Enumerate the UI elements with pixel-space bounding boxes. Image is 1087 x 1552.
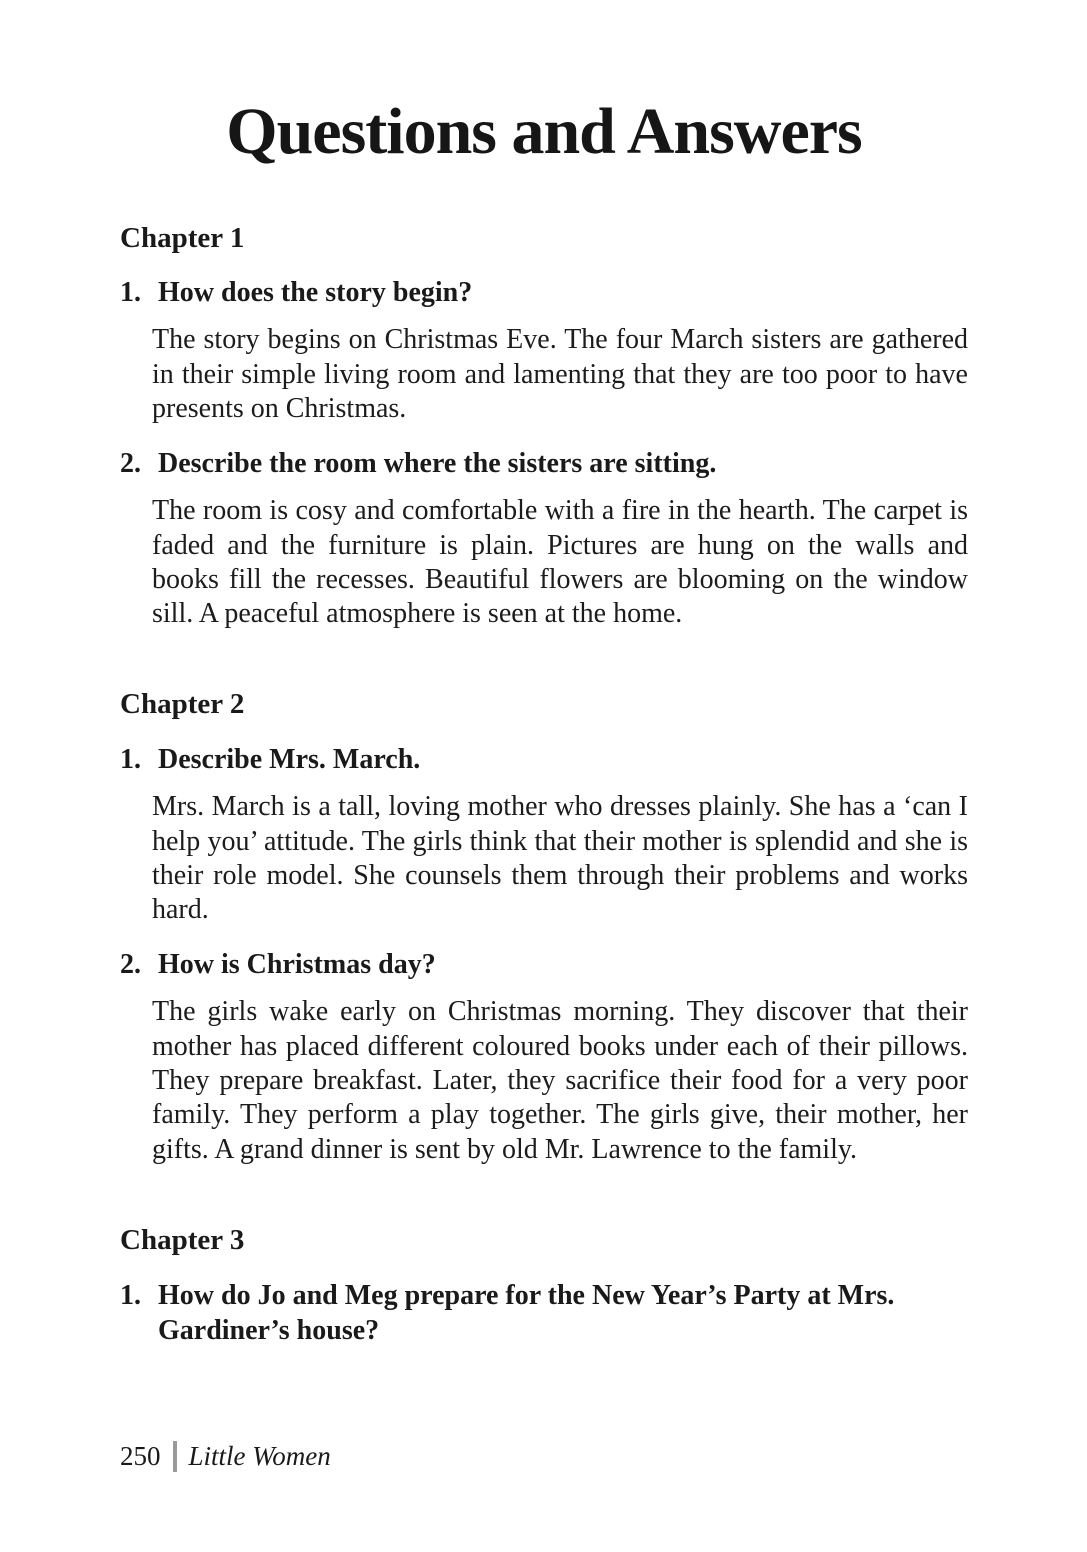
question-text: How is Christmas day? xyxy=(158,949,436,981)
chapter-1-answer-2: The room is cosy and comfortable with a fire in the hearth. The carpet is faded and the furniture is plain. Pictures are hung on the walls and books fill the recesses. Beautiful flowers are blooming on the window sill. A peaceful atmosphere is seen at the home. xyxy=(152,495,968,630)
question-text: How does the story begin? xyxy=(158,277,473,309)
question-number: 1. xyxy=(120,744,141,776)
chapter-1-answer-1: The story begins on Christmas Eve. The four March sisters are gathered in their simple living room and lamenting that they are too poor to have presents on Christmas. xyxy=(152,324,968,424)
question-text: Describe Mrs. March. xyxy=(158,744,421,776)
question-number: 2. xyxy=(120,949,141,981)
page-footer xyxy=(120,1441,331,1472)
question-text: Describe the room where the sisters are sitting. xyxy=(158,448,717,480)
chapter-2-question-2 xyxy=(120,947,968,982)
chapter-2-answer-1: Mrs. March is a tall, loving mother who dresses plainly. She has a ‘can I help you’ attitude. The girls think that their mother is splendid and she is their role model. She counsels them through their problems and works hard. xyxy=(152,791,968,926)
question-number: 2. xyxy=(120,448,141,480)
question-number: 1. xyxy=(120,277,141,309)
chapter-2-question-1 xyxy=(120,742,968,777)
chapter-3-question-1 xyxy=(120,1278,968,1348)
chapter-2-answer-2: The girls wake early on Christmas morning. They discover that their mother has placed different coloured books under each of their pillows. They prepare breakfast. Later, they sacrifice their food for a very poor family. They perform a play together. The girls give, their mother, her gifts. A grand dinner is sent by old Mr. Lawrence to the family. xyxy=(152,996,968,1165)
chapter-1-question-1 xyxy=(120,275,968,310)
page-title: Questions and Answers xyxy=(226,95,862,168)
chapter-1-heading: Chapter 1 xyxy=(120,221,245,254)
chapter-3-heading: Chapter 3 xyxy=(120,1223,245,1256)
page-number: 250 xyxy=(120,1441,161,1471)
footer-divider xyxy=(173,1441,177,1472)
question-text: How do Jo and Meg prepare for the New Year’s Party at Mrs. Gardiner’s house? xyxy=(158,1279,895,1346)
chapter-1-question-2 xyxy=(120,446,968,481)
question-number: 1. xyxy=(120,1279,141,1311)
chapter-2-heading: Chapter 2 xyxy=(120,688,245,721)
book-title: Little Women xyxy=(188,1441,331,1471)
